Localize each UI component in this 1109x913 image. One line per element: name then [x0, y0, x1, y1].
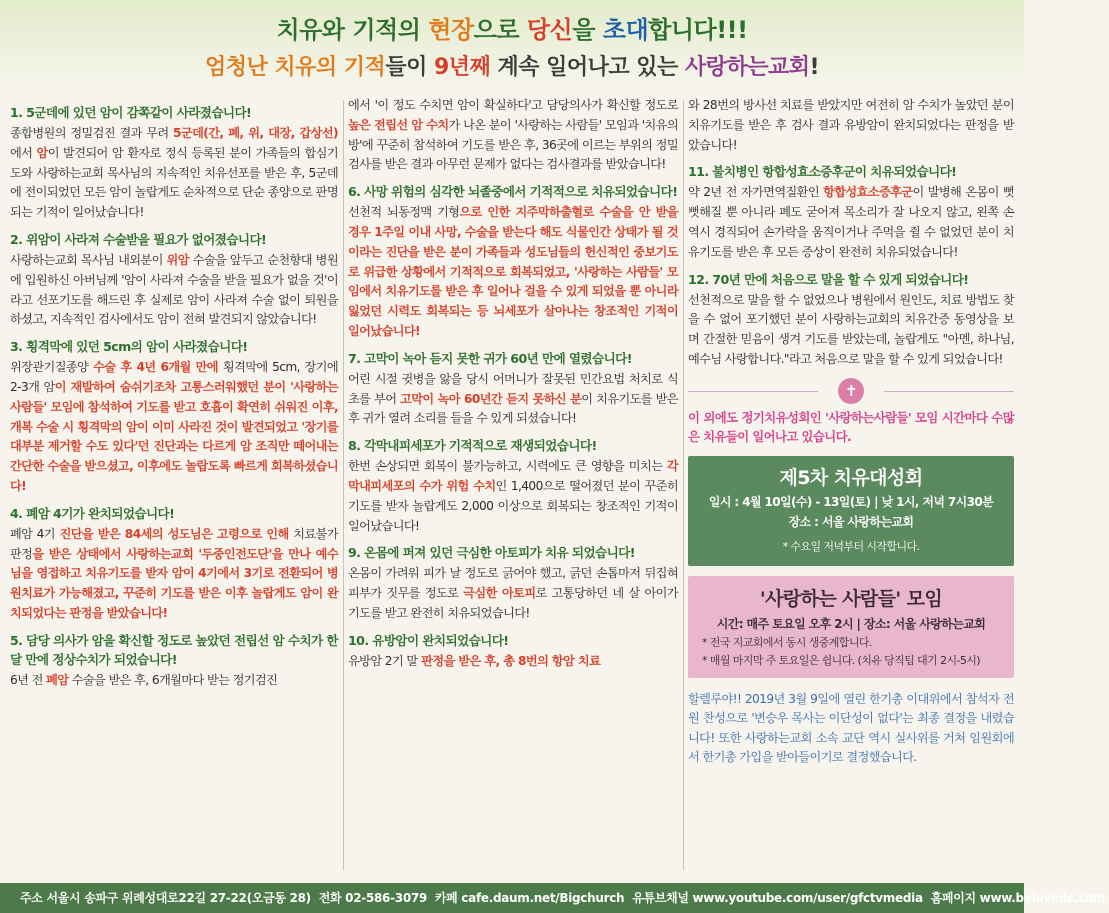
- text-segment: 에서: [10, 145, 37, 160]
- header-banner: [0, 0, 1024, 88]
- testimony-heading: 10. 유방암이 완치되었습니다!: [348, 632, 509, 648]
- highlight-phrase: 위암: [166, 252, 189, 267]
- text-segment: 선천적 뇌동정맥 기형: [348, 205, 460, 220]
- footer-youtube-link[interactable]: 유튜브채널 www.youtube.com/user/gfctvmedia: [632, 891, 923, 905]
- text-segment: 수술을 받은 후, 6개월마다 받는 정기검진: [68, 672, 278, 687]
- text-segment: 인 1,400으로 떨어졌던 분이 꾸준히 기도를 받자 놀랍게도 2,000 이상으로 회복되는 창조적인 기적이 일어났습니다!: [348, 478, 678, 533]
- highlight-phrase: 5군데(간, 폐, 위, 대장, 갑상선): [173, 126, 338, 140]
- testimony-heading: 7. 고막이 녹아 듣지 못한 귀가 60년 만에 열렸습니다!: [348, 350, 632, 366]
- event-date: 일시 : 4월 10일(수) - 13일(토) | 낮 1시, 저녁 7시30분: [708, 494, 994, 509]
- footer-cafe-link[interactable]: 카페 cafe.daum.net/Bigchurch: [434, 891, 625, 905]
- highlight-phrase: 수술 후 4년 6개월 만에: [88, 360, 223, 375]
- testimony-text: [10, 525, 338, 624]
- highlight-phrase: 극심한 아토피: [463, 586, 536, 601]
- event-time-place: 시간: 매주 토요일 오후 2시 | 장소: 서울 사랑하는교회: [716, 616, 986, 631]
- text-segment: 6년 전: [10, 672, 47, 687]
- testimony-text: [688, 291, 1014, 370]
- text-segment: 온몸이 가려워 피가 날 정도로 긁어야 했고, 긁던 손톱마저 뒤집혀 피부가 짓무를 정도로: [348, 566, 678, 601]
- outro-text: 할렐루야!! 2019년 3월 9일에 열린 한기총 이대위에서 참석자 전원 찬성으로 '변승우 목사는 이단성이 없다'는 최종 결정을 내렸습니다! 또한 사랑하는교회 소속 교단 역시 실사위를 거쳐 임원회에서 한기총 가입을 받아들이기로 결정했습니다.: [688, 691, 1014, 765]
- highlight-phrase: 항합성효소증후군: [823, 185, 913, 200]
- text-segment: 한번 손상되면 회복이 불가능하고, 시력에도 큰 영향을 미치는: [348, 459, 667, 474]
- text-segment: 수술을 앞두고 순천향대 병원에 입원하신 아버님께 '암이 사라져 수술을 받을 필요가 없을 것'이라고 선포기도를 해드린 후 실제로 암이 사라져 수술 없이 퇴원을 하셨고, 지속적인 검사에서도 암이 전혀 발견되지 않았습니다!: [10, 252, 338, 327]
- testimony-text: [348, 457, 678, 536]
- subheadline: 엄청난 치유의 기적들이 9년째 계속 일어나고 있는 사랑하는교회!: [204, 55, 820, 80]
- testimony-heading: 11. 불치병인 항합성효소증후군이 치유되었습니다!: [688, 164, 957, 180]
- highlight-phrase: 으로 인한 지주막하출혈로 수술을 안 받을 경우 1주일 이내 사망, 수술을 받는다 해도 식물인간 상태가 될 것이라는 진단을 받은 분이 가족들과 성도님들의 헌신적인 중보기도로 위급한 상황에서 기적적으로 회복되었고, '사랑하는 사람들' 모임에서 치유기도를 받은 후 일어나 걸을 수 있게 되었을 뿐 아니라 잃었던 시력도 회복되는 등 뇌세포가 살아나는 창조적인 기적이 일어났습니다!: [348, 205, 678, 338]
- highlight-phrase: 높은 전립선 암 수치: [348, 117, 449, 132]
- text-segment: 사랑하는교회 목사님 내외분이: [10, 252, 167, 267]
- footer: [0, 883, 1106, 913]
- headline: 치유와 기적의 현장으로 당신을 초대합니다!!!: [276, 16, 748, 44]
- column-2: [348, 96, 678, 876]
- highlight-phrase: 판정을 받은 후, 총 8번의 항암 치료: [417, 653, 601, 668]
- text-segment: 이 발병해 온몸이 뻣뻣해질 뿐 아니라 폐도 굳어져 목소리가 잘 나오지 않고, 왼쪽 손 역시 경직되어 손가락을 움직이거나 주먹을 쥘 수 없었던 분이 치유기도를 받은 후 모든 증상이 완전히 치유되었습니다!: [688, 185, 1014, 259]
- highlight-phrase: 폐암: [46, 672, 69, 687]
- testimony-heading: 8. 각막내피세포가 기적적으로 재생되었습니다!: [348, 438, 597, 454]
- column-3: [688, 96, 1014, 876]
- event-note: * 전국 지교회에서 동시 생중계합니다.: [702, 635, 872, 649]
- divider-line: [884, 391, 1014, 392]
- text-segment: 이 치유기도를 받은 후 귀가 열려 소리를 들을 수 있게 되셨습니다!: [348, 391, 678, 426]
- cross-divider: [688, 378, 1014, 404]
- testimony-heading: 9. 온몸에 퍼져 있던 극심한 아토피가 치유 되었습니다!: [348, 545, 635, 561]
- column-1: [10, 96, 338, 876]
- testimony-text: [10, 124, 338, 223]
- column-divider: [343, 100, 344, 870]
- text-segment: 어린 시절 귓병을 앓을 당시 어머니가 잘못된 민간요법 처치로 식초를 부어: [348, 371, 678, 406]
- highlight-phrase: 을 받은 상태에서 사랑하는교회 '두중인전도단'을 만나 예수님을 영접하고 치유기도를 받자 암이 4기에서 3기로 전환되어 병원치료가 가능해졌고, 꾸준히 기도를 받은 이후 놀랍게도 암이 완치되었다는 판정을 받았습니다!: [10, 546, 338, 620]
- testimony-heading: 12. 70년 만에 처음으로 말을 할 수 있게 되었습니다!: [688, 271, 969, 287]
- text-segment: 로 고통당하던 네 살 아이가 기도를 받고 완전히 치유되었습니다!: [348, 586, 678, 620]
- highlight-phrase: 이 재발하여 숨쉬기조차 고통스러워했던 분이 '사랑하는 사람들' 모임에 참석하여 기도를 받고 호흡이 확연히 쉬워진 이후, 개복 수술 시 횡격막의 암이 이미 사라진 것이 발견되었고 '장기를 대부분 제거할 수도 있다'던 진단과는 다르게 암 조직만 떼어내는 간단한 수술을 받으셨고, 이후에도 놀랍도록 빠르게 회복하셨습니다!: [10, 379, 338, 493]
- testimony-text: [348, 564, 678, 623]
- text-segment: 종합병원의 정밀검진 결과 무려: [10, 126, 174, 140]
- cross-heart-icon: ✝: [838, 378, 864, 404]
- testimony-heading: 3. 횡격막에 있던 5cm의 암이 사라졌습니다!: [10, 339, 248, 355]
- event-box-meeting: [688, 576, 1014, 678]
- testimony-text: [688, 183, 1014, 262]
- event-note: * 수요일 저녁부터 시작합니다.: [782, 539, 920, 553]
- highlight-phrase: 진단을 받은 84세의 성도님은 고령으로 인해: [54, 526, 294, 541]
- highlight-phrase: 암: [36, 145, 48, 160]
- text-segment: 치료불가 판정: [10, 526, 338, 561]
- footer-address: 주소 서울시 송파구 위례성대로22길 27-22(오금동 28): [20, 891, 311, 905]
- footer-phone: 전화 02-586-3079: [318, 891, 427, 905]
- event-title: 제5차 치유대성회: [779, 466, 923, 489]
- text-segment: 선천적으로 말을 할 수 없었으나 병원에서 원인도, 치료 방법도 찾을 수 없어 포기했던 분이 사랑하는교회의 치유간증 동영상을 보며 간절한 믿음이 생겨 기도를 받았는데, 놀랍게도 "아멘, 하나님, 예수님 사랑합니다."라고 처음으로 말을 할 수 있게 되었습니다!: [688, 292, 1014, 366]
- testimony-text: [348, 370, 678, 429]
- testimony-text: [348, 203, 678, 342]
- text-segment: 와 28번의 방사선 치료를 받았지만 여전히 암 수치가 높았던 분이 치유기도를 받은 후 검사 결과 유방암이 완치되었다는 판정을 받았습니다!: [688, 98, 1014, 152]
- text-segment: 횡격막에 5cm, 장기에 2-3개 암: [10, 360, 338, 394]
- event-title: '사랑하는 사람들' 모임: [759, 587, 943, 610]
- column-divider: [683, 100, 684, 870]
- highlight-phrase: 각막내피세포의 수가 위험 수치: [348, 459, 678, 493]
- testimony-text: [688, 96, 1014, 155]
- testimony-heading: 6. 사망 위험의 심각한 뇌졸중에서 기적적으로 치유되었습니다!: [348, 184, 678, 200]
- notice-text: 이 외에도 정기치유성회인 '사랑하는사람들' 모임 시간마다 수많은 치유들이 일어나고 있습니다.: [688, 409, 1014, 444]
- footer-homepage-link[interactable]: 홈페이지 www.belovedc.com: [930, 891, 1106, 905]
- text-segment: 이 발견되어 암 환자로 정식 등록된 분이 가족들의 합심기도와 사랑하는교회 목사님의 지속적인 치유선포를 받은 후, 5군데에 전이되었던 모든 암이 놀랍게도 순차적으로 단순 종양으로 판명되는 기적이 일어났습니다!: [10, 145, 338, 220]
- testimony-heading: 4. 폐암 4기가 완치되었습니다!: [10, 505, 175, 521]
- testimony-text: [348, 652, 678, 672]
- testimony-heading: 2. 위암이 사라져 수술받을 필요가 없어졌습니다!: [10, 231, 267, 247]
- event-note: * 매월 마지막 주 토요일은 쉽니다. (치유 당직팀 대기 2시-5시): [702, 653, 980, 667]
- testimony-text: [10, 671, 338, 691]
- text-segment: 에서 '이 정도 수치면 암이 확실하다'고 담당의사가 확신할 정도로: [348, 98, 678, 112]
- event-place: 장소 : 서울 사랑하는교회: [788, 514, 914, 529]
- highlight-phrase: 고막이 녹아 60년간 듣지 못하신 분: [400, 391, 582, 406]
- divider-line: [688, 391, 818, 392]
- text-segment: 약 2년 전 자가면역질환인: [688, 185, 824, 200]
- testimony-heading: 1. 5군데에 있던 암이 감쪽같이 사라졌습니다!: [10, 105, 252, 120]
- testimony-heading: 5. 담당 의사가 암을 확신할 정도로 높았던 전립선 암 수치가 한 달 만에 정상수치가 되었습니다!: [10, 632, 338, 667]
- testimony-text: [10, 251, 338, 330]
- text-segment: 유방암 2기 말: [348, 653, 418, 668]
- text-segment: 폐암 4기: [10, 526, 55, 541]
- testimony-text: [10, 358, 338, 497]
- text-segment: 가 나온 분이 '사랑하는 사람들' 모임과 '치유의 방'에 꾸준히 참석하여 기도를 받은 후, 36곳에 이르는 부위의 정밀검사를 받은 결과 아무런 문제가 없다는 검사결과를 받았습니다!: [348, 117, 678, 172]
- testimony-text: [348, 96, 678, 175]
- event-box-healing-rally: [688, 456, 1014, 566]
- text-segment: 위장관기질종양: [10, 360, 89, 375]
